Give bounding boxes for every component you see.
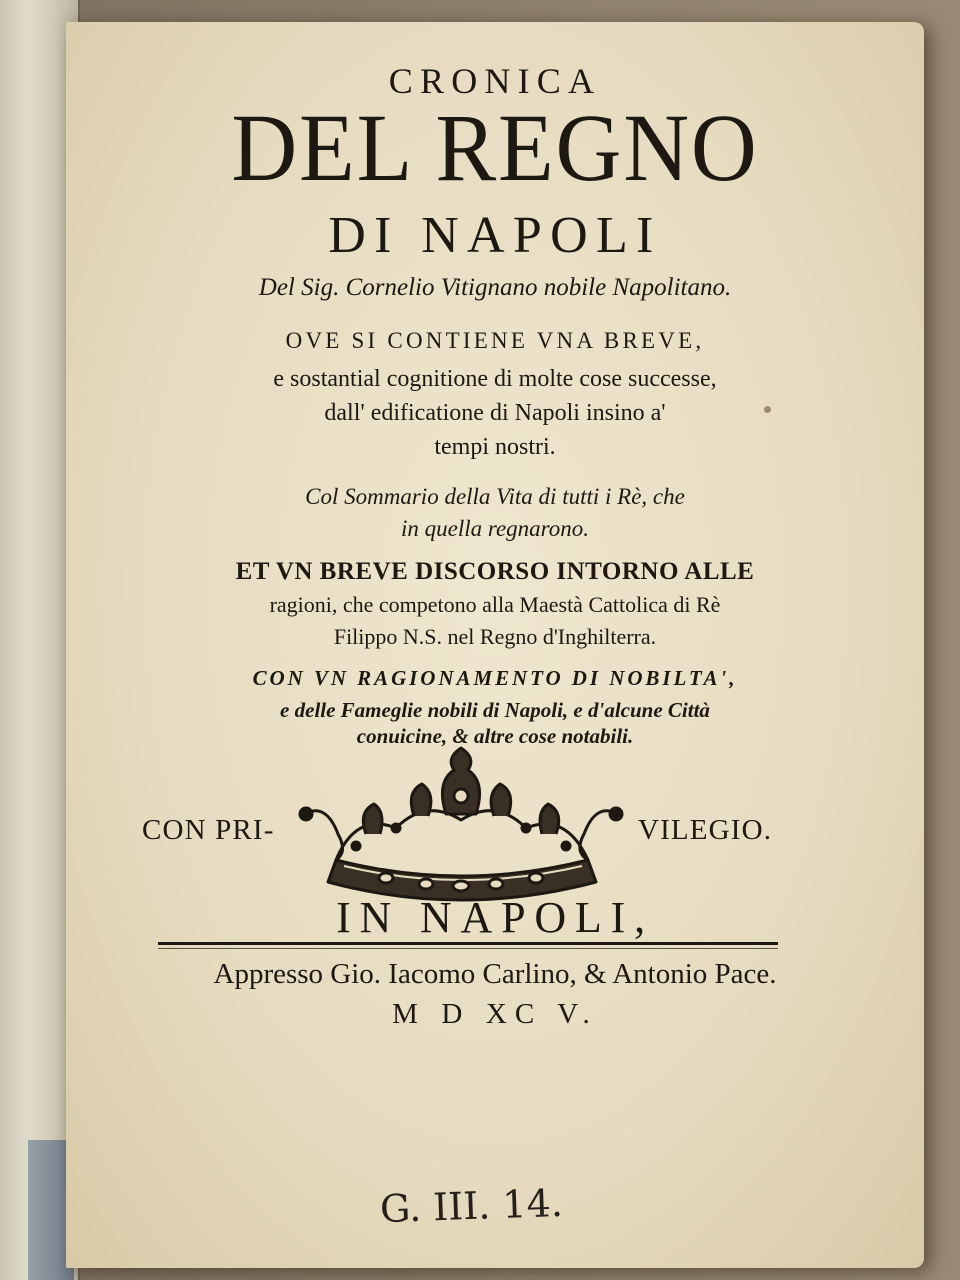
- discorso-line-3: Filippo N.S. nel Regno d'Inghilterra.: [333, 624, 657, 649]
- discorso-line-2: ragioni, che competono alla Maestà Cattolica di Rè: [269, 592, 721, 617]
- description-line-3: dall' edificatione di Napoli insino a': [324, 400, 666, 426]
- handwritten-shelfmark: G. III. 14.: [379, 1180, 564, 1232]
- ragionamento-line-2: e delle Fameglie nobili di Napoli, e d'alcune Città: [280, 698, 710, 722]
- description-line-1: OVE SI CONTIENE VNA BREVE,: [285, 328, 705, 353]
- title-line-del-regno: DEL REGNO: [231, 94, 759, 201]
- imprint-rule: [158, 942, 778, 945]
- imprint-rule-thin: [158, 948, 778, 949]
- description-line-2: e sostantial cognitione di molte cose successe,: [273, 366, 717, 392]
- imprint-printers: Appresso Gio. Iacomo Carlino, & Antonio Pace.: [213, 958, 777, 990]
- imprint-year: M D XC V.: [392, 998, 598, 1030]
- title-line-di-napoli: DI NAPOLI: [328, 207, 662, 264]
- crown-icon: [296, 742, 626, 912]
- title-page: [66, 22, 924, 1268]
- privilege-left: CON PRI-: [142, 814, 275, 846]
- sommario-line-2: in quella regnarono.: [400, 516, 590, 541]
- imprint-place: IN NAPOLI,: [336, 893, 654, 942]
- author-line: Del Sig. Cornelio Vitignano nobile Napolitano.: [258, 274, 732, 301]
- description-line-4: tempi nostri.: [434, 434, 556, 460]
- ragionamento-line-1: CON VN RAGIONAMENTO DI NOBILTA',: [252, 666, 738, 690]
- sommario-line-1: Col Sommario della Vita di tutti i Rè, che: [305, 484, 685, 509]
- ragionamento-line-3: conuicine, & altre cose notabili.: [356, 724, 634, 748]
- title-line-cronica: CRONICA: [388, 61, 602, 101]
- discorso-line-1: ET VN BREVE DISCORSO INTORNO ALLE: [235, 558, 755, 585]
- privilege-right: VILEGIO.: [638, 814, 773, 846]
